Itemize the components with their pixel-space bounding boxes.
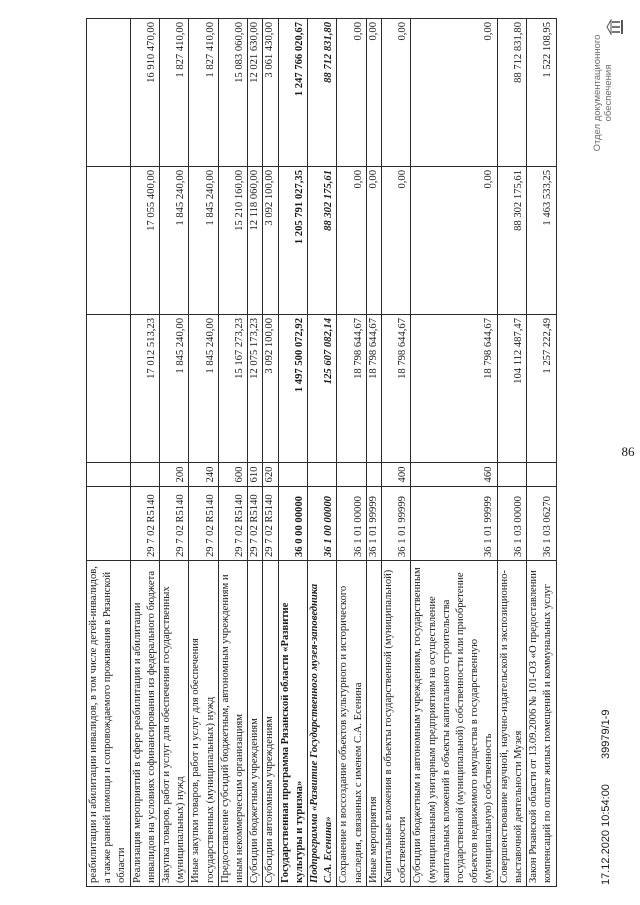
table-row [278, 19, 307, 887]
row-amount-year-2: 17 055 400,00 [130, 167, 159, 315]
row-target-code: 36 1 03 06270 [527, 487, 556, 561]
document-footer [600, 687, 612, 885]
row-description: Иные мероприятия [366, 561, 381, 887]
department-stamp [592, 33, 614, 153]
footer-doc-id: 39979/1-9 [600, 709, 612, 759]
table-row [382, 19, 411, 887]
row-target-code: 36 1 01 99999 [382, 487, 411, 561]
row-amount-year-2: 0,00 [366, 167, 381, 315]
row-target-code: 36 1 01 00000 [337, 487, 366, 561]
row-description: реабилитации и абилитации инвалидов, в том числе детей-инвалидов, а также ранней помощи и сопровождаемого проживания в Рязанской области [87, 561, 131, 887]
row-amount-year-1: 18 798 644,67 [411, 315, 497, 463]
row-target-code: 29 7 02 R5140 [263, 487, 278, 561]
row-expense-type: 460 [411, 463, 497, 487]
row-amount-year-3: 12 021 630,00 [248, 19, 263, 167]
row-amount-year-2: 1 845 240,00 [160, 167, 189, 315]
stamp-line-1: Отдел документационного [592, 34, 603, 152]
row-amount-year-3: 1 827 410,00 [160, 19, 189, 167]
row-description: Сохранение и воссоздание объектов культурного и исторического наследия, связанных с именем С.А. Есенина [337, 561, 366, 887]
row-description: Субсидии бюджетным учреждениям [248, 561, 263, 887]
row-amount-year-2: 12 118 060,00 [248, 167, 263, 315]
row-expense-type: 240 [189, 463, 218, 487]
row-target-code: 29 7 02 R5140 [248, 487, 263, 561]
row-amount-year-1 [87, 315, 131, 463]
row-expense-type: 200 [160, 463, 189, 487]
row-expense-type [497, 463, 526, 487]
row-amount-year-3: 1 247 766 020,67 [278, 19, 307, 167]
row-expense-type [337, 463, 366, 487]
row-expense-type [278, 463, 307, 487]
row-description: Капитальные вложения в объекты государственной (муниципальной) собственности [382, 561, 411, 887]
table-row [497, 19, 526, 887]
row-amount-year-1: 1 845 240,00 [160, 315, 189, 463]
table-row [218, 19, 247, 887]
row-amount-year-3: 88 712 831,80 [497, 19, 526, 167]
row-amount-year-2: 88 302 175,61 [308, 167, 337, 315]
table-row [337, 19, 366, 887]
row-amount-year-2: 0,00 [411, 167, 497, 315]
row-amount-year-3: 0,00 [411, 19, 497, 167]
row-amount-year-1: 18 798 644,67 [366, 315, 381, 463]
row-expense-type [366, 463, 381, 487]
row-amount-year-1: 17 012 513,23 [130, 315, 159, 463]
row-description: Подпрограмма «Развитие Государственного музея-заповедника С.А. Есенина» [308, 561, 337, 887]
row-amount-year-3: 0,00 [382, 19, 411, 167]
row-amount-year-3: 88 712 831,80 [308, 19, 337, 167]
row-amount-year-3: 3 061 430,00 [263, 19, 278, 167]
row-amount-year-1: 1 497 500 072,92 [278, 315, 307, 463]
row-amount-year-2: 15 210 160,00 [218, 167, 247, 315]
row-description: Предоставление субсидий бюджетным, автономным учреждениям и иным некоммерческим организациям [218, 561, 247, 887]
row-expense-type [308, 463, 337, 487]
row-target-code: 36 1 00 00000 [308, 487, 337, 561]
row-amount-year-2: 1 463 533,25 [527, 167, 556, 315]
row-expense-type: 610 [248, 463, 263, 487]
row-amount-year-3: 15 083 060,00 [218, 19, 247, 167]
row-amount-year-2 [87, 167, 131, 315]
table-row [308, 19, 337, 887]
row-target-code: 36 1 03 00000 [497, 487, 526, 561]
row-expense-type: 400 [382, 463, 411, 487]
budget-table [86, 18, 557, 887]
row-expense-type: 600 [218, 463, 247, 487]
table-row [411, 19, 497, 887]
row-amount-year-1: 3 092 100,00 [263, 315, 278, 463]
row-target-code: 29 7 02 R5140 [160, 487, 189, 561]
row-amount-year-1: 104 112 487,47 [497, 315, 526, 463]
page-number: 86 [621, 444, 635, 459]
row-target-code: 29 7 02 R5140 [130, 487, 159, 561]
row-description: Реализация мероприятий в сфере реабилитации и абилитации инвалидов на условиях софинансирования из федерального бюджета [130, 561, 159, 887]
row-amount-year-2: 88 302 175,61 [497, 167, 526, 315]
row-amount-year-2: 0,00 [382, 167, 411, 315]
row-amount-year-3: 0,00 [337, 19, 366, 167]
building-emblem-icon [606, 19, 624, 35]
table-row [263, 19, 278, 887]
row-amount-year-3 [87, 19, 131, 167]
row-expense-type [527, 463, 556, 487]
row-expense-type [87, 463, 131, 487]
row-target-code [87, 487, 131, 561]
table-row [130, 19, 159, 887]
row-target-code: 29 7 02 R5140 [189, 487, 218, 561]
row-description: Государственная программа Рязанской области «Развитие культуры и туризма» [278, 561, 307, 887]
table-row [527, 19, 556, 887]
row-expense-type [130, 463, 159, 487]
row-amount-year-2: 1 205 791 027,35 [278, 167, 307, 315]
row-description: Закон Рязанской области от 13.09.2006 № 101-ОЗ «О предоставлении компенсаций по оплате жилых помещений и коммунальных услуг [527, 561, 556, 887]
row-amount-year-2: 3 092 100,00 [263, 167, 278, 315]
row-description: Иные закупки товаров, работ и услуг для обеспечения государственных (муниципальных) нужд [189, 561, 218, 887]
row-target-code: 29 7 02 R5140 [218, 487, 247, 561]
row-amount-year-1: 18 798 644,67 [382, 315, 411, 463]
row-amount-year-1: 1 845 240,00 [189, 315, 218, 463]
row-description: Субсидии автономным учреждениям [263, 561, 278, 887]
row-target-code: 36 1 01 99999 [411, 487, 497, 561]
row-amount-year-2: 1 845 240,00 [189, 167, 218, 315]
table-row [248, 19, 263, 887]
stamp-line-2: обеспечения [603, 64, 614, 122]
row-amount-year-1: 12 075 173,23 [248, 315, 263, 463]
row-expense-type: 620 [263, 463, 278, 487]
row-description: Закупка товаров, работ и услуг для обеспечения государственных (муниципальных) нужд [160, 561, 189, 887]
budget-table-body [87, 19, 557, 887]
row-amount-year-1: 15 167 273,23 [218, 315, 247, 463]
row-amount-year-2: 0,00 [337, 167, 366, 315]
row-target-code: 36 1 01 99999 [366, 487, 381, 561]
table-row [189, 19, 218, 887]
table-row [366, 19, 381, 887]
row-amount-year-3: 1 827 410,00 [189, 19, 218, 167]
footer-datetime: 17.12.2020 10:54:00 [600, 784, 612, 885]
row-description: Субсидии бюджетным и автономным учреждениям, государственным (муниципальным) унитарным предприятиям на осуществление капитальных вложений в объекты капитального строительства государственной (муниципальной) собственности или приобретение объектов недвижимого имущества в государственную (муниципальную) собственность [411, 561, 497, 887]
table-row [87, 19, 131, 887]
row-amount-year-3: 1 522 108,95 [527, 19, 556, 167]
row-amount-year-3: 16 910 470,00 [130, 19, 159, 167]
row-description: Совершенствование научной, научно-издательской и экспозиционно-выставочной деятельности Музея [497, 561, 526, 887]
row-amount-year-1: 125 607 082,14 [308, 315, 337, 463]
row-target-code: 36 0 00 00000 [278, 487, 307, 561]
row-amount-year-3: 0,00 [366, 19, 381, 167]
row-amount-year-1: 18 798 644,67 [337, 315, 366, 463]
table-row [160, 19, 189, 887]
row-amount-year-1: 1 257 222,49 [527, 315, 556, 463]
